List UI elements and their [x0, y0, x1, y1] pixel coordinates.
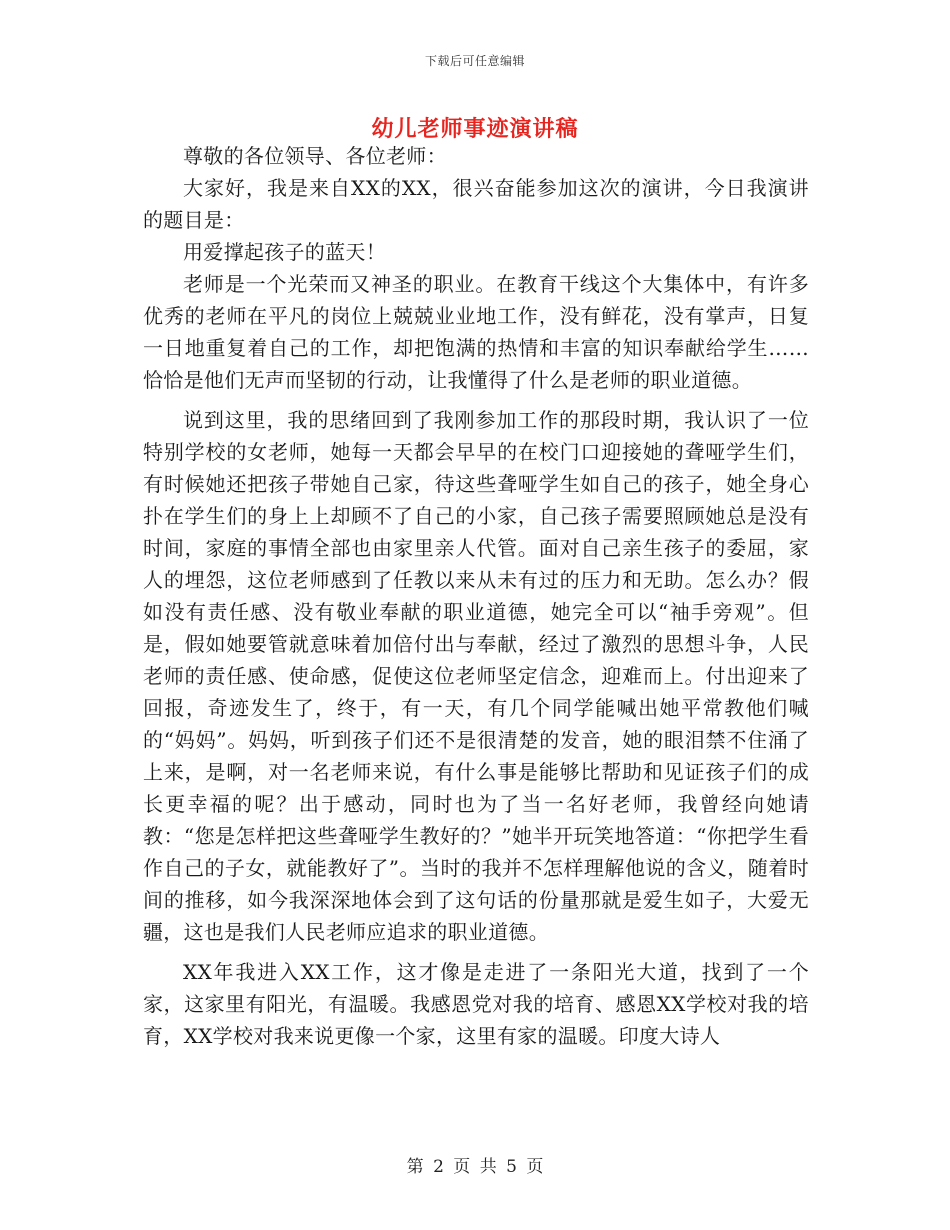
- document-body: [143, 140, 809, 1052]
- intro-paragraph: 大家好，我是来自XX的XX，很兴奋能参加这次的演讲，今日我演讲的题目是：: [143, 176, 809, 232]
- body-paragraph: XX年我进入XX工作，这才像是走进了一条阳光大道，找到了一个家，这家里有阳光，有温暖。我感恩党对我的培育、感恩XX学校对我的培育，XX学校对我来说更像一个家，这里有家的温暖。印度大诗人: [143, 960, 809, 1048]
- body-paragraph: 说到这里，我的思绪回到了我刚参加工作的那段时期，我认识了一位特别学校的女老师，她每一天都会早早的在校门口迎接她的聋哑学生们，有时候她还把孩子带她自己家，待这些聋哑学生如自己的孩子，她全身心扑在学生们的身上上却顾不了自己的小家，自己孩子需要照顾她总是没有时间，家庭的事情全部也由家里亲人代管。面对自己亲生孩子的委屈，家人的埋怨，这位老师感到了任教以来从未有过的压力和无助。怎么办？假如没有责任感、没有敬业奉献的职业道德，她完全可以“袖手旁观”。但是，假如她要管就意味着加倍付出与奉献，经过了激烈的思想斗争，人民老师的责任感、使命感，促使这位老师坚定信念，迎难而上。付出迎来了回报，奇迹发生了，终于，有一天，有几个同学能喊出她平常教他们喊的“妈妈”。妈妈，听到孩子们还不是很清楚的发音，她的眼泪禁不住涌了上来，是啊，对一名老师来说，有什么事是能够比帮助和见证孩子们的成长更幸福的呢？出于感动，同时也为了当一名好老师，我曾经向她请教：“您是怎样把这些聋哑学生教好的？”她半开玩笑地答道：“你把学生看作自己的子女，就能教好了”。当时的我并不怎样理解他说的含义，随着时间的推移，如今我深深地体会到了这句话的份量那就是爱生如子，大爱无疆，这也是我们人民老师应追求的职业道德。: [143, 408, 809, 944]
- speech-topic-paragraph: 用爱撑起孩子的蓝天！: [183, 240, 386, 264]
- page-header-note: 下载后可任意编辑: [424, 54, 525, 68]
- document-title: 幼儿老师事迹演讲稿: [371, 117, 579, 142]
- page-number-footer: 第 2 页 共 5 页: [406, 1157, 544, 1177]
- body-paragraph: 老师是一个光荣而又神圣的职业。在教育干线这个大集体中，有许多优秀的老师在平凡的岗位上兢兢业业地工作，没有鲜花，没有掌声，日复一日地重复着自己的工作，却把饱满的热情和丰富的知识奉献给学生……恰恰是他们无声而坚韧的行动，让我懂得了什么是老师的职业道德。: [143, 272, 809, 392]
- salutation-paragraph: 尊敬的各位领导、各位老师：: [183, 144, 447, 168]
